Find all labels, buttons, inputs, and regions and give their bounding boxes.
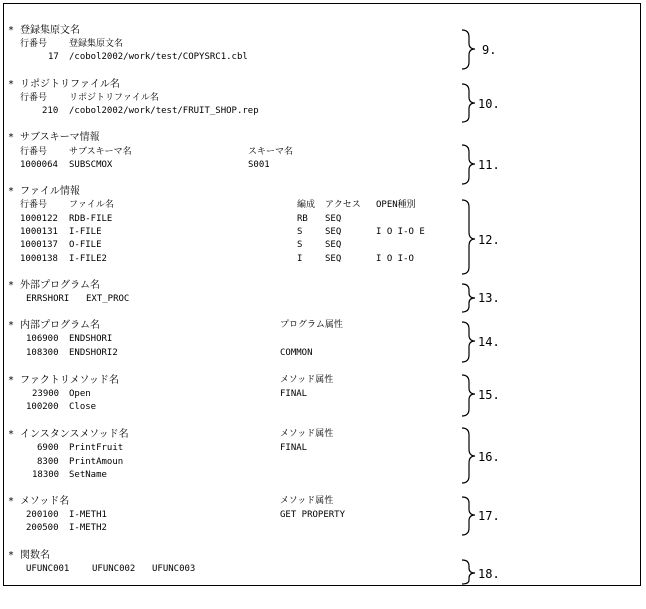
brace-15 xyxy=(462,375,475,416)
row-file-name: I-FILE xyxy=(69,227,102,237)
brace-13 xyxy=(462,284,475,312)
section-title-copy-library: * 登録集原文名 xyxy=(8,25,81,36)
external-program-name: ERRSHORI xyxy=(26,294,70,304)
row-line-number: 1000122 xyxy=(20,214,58,224)
brace-9 xyxy=(462,30,475,69)
row-line-number: 108300 xyxy=(26,348,59,358)
row-line-number: 6900 xyxy=(37,443,59,453)
marker-13: 13. xyxy=(478,291,500,305)
section-title-method: * メソッド名 xyxy=(8,496,70,507)
section-title-repository-file: * リポジトリファイル名 xyxy=(8,79,120,90)
col-header-line-number: 行番号 xyxy=(20,93,48,103)
row-method-name: I-METH2 xyxy=(69,523,107,533)
row-line-number: 210 xyxy=(42,106,59,116)
section-title-instance-method: * インスタンスメソッド名 xyxy=(8,429,129,440)
col-header-line-number: 行番号 xyxy=(20,200,48,210)
row-method-attribute: FINAL xyxy=(280,443,308,453)
row-access: SEQ xyxy=(325,227,342,237)
brace-14 xyxy=(462,322,475,362)
marker-10: 10. xyxy=(478,97,500,111)
section-title-function: * 関数名 xyxy=(8,550,51,561)
brace-10 xyxy=(462,84,475,122)
row-schema-name: S001 xyxy=(248,160,270,170)
section-title-subschema: * サブスキーマ情報 xyxy=(8,132,100,143)
col-header-line-number: 行番号 xyxy=(20,147,48,157)
function-name: UFUNC003 xyxy=(152,564,196,574)
brace-17 xyxy=(462,497,475,535)
row-method-name: I-METH1 xyxy=(69,510,107,520)
row-method-attribute: GET PROPERTY xyxy=(280,510,346,520)
function-name: UFUNC002 xyxy=(92,564,136,574)
row-method-name: PrintAmoun xyxy=(69,457,124,467)
col-header-program-attribute: プログラム属性 xyxy=(280,320,343,330)
col-header-access: アクセス xyxy=(325,200,361,210)
row-line-number: 18300 xyxy=(32,470,60,480)
row-access: SEQ xyxy=(325,254,342,264)
row-file-name: RDB-FILE xyxy=(69,214,113,224)
row-organization: RB xyxy=(297,214,308,224)
col-header-method-attribute: メソッド属性 xyxy=(280,375,334,385)
marker-18: 18. xyxy=(478,567,500,581)
col-header-schema-name: スキーマ名 xyxy=(248,147,294,157)
row-program-name: ENDSHORI2 xyxy=(69,348,118,358)
row-copy-library-path: /cobol2002/work/test/COPYSRC1.cbl xyxy=(69,52,248,62)
row-line-number: 8300 xyxy=(37,457,59,467)
row-open-mode: I O I-O xyxy=(376,254,414,264)
col-header-repository-file-name: リポジトリファイル名 xyxy=(69,93,159,103)
external-program-name: EXT_PROC xyxy=(86,294,130,304)
row-line-number: 17 xyxy=(48,52,59,62)
row-method-name: SetName xyxy=(69,470,107,480)
row-line-number: 200100 xyxy=(26,510,59,520)
row-method-name: Close xyxy=(69,402,97,412)
row-organization: S xyxy=(297,227,303,237)
section-title-internal-program: * 内部プログラム名 xyxy=(8,320,100,331)
col-header-line-number: 行番号 xyxy=(20,39,48,49)
row-line-number: 100200 xyxy=(26,402,59,412)
row-organization: S xyxy=(297,240,303,250)
row-line-number: 23900 xyxy=(32,389,60,399)
row-file-name: O-FILE xyxy=(69,240,102,250)
row-organization: I xyxy=(297,254,303,264)
row-program-name: ENDSHORI xyxy=(69,334,113,344)
row-access: SEQ xyxy=(325,240,342,250)
row-line-number: 1000137 xyxy=(20,240,58,250)
marker-17: 17. xyxy=(478,509,500,523)
row-subschema-name: SUBSCMOX xyxy=(69,160,113,170)
row-line-number: 1000138 xyxy=(20,254,58,264)
marker-9: 9. xyxy=(482,43,497,57)
section-title-file-info: * ファイル情報 xyxy=(8,186,80,197)
row-file-name: I-FILE2 xyxy=(69,254,107,264)
marker-14: 14. xyxy=(478,335,500,349)
row-line-number: 200500 xyxy=(26,523,59,533)
col-header-open-mode: OPEN種別 xyxy=(376,200,416,210)
brace-18 xyxy=(462,560,475,584)
function-name: UFUNC001 xyxy=(26,564,70,574)
marker-15: 15. xyxy=(478,388,500,402)
marker-12: 12. xyxy=(478,233,500,247)
row-repository-file-path: /cobol2002/work/test/FRUIT_SHOP.rep xyxy=(69,106,259,116)
row-line-number: 1000064 xyxy=(20,160,58,170)
col-header-copy-library-name: 登録集原文名 xyxy=(69,39,124,49)
row-line-number: 106900 xyxy=(26,334,59,344)
col-header-method-attribute: メソッド属性 xyxy=(280,429,334,439)
row-method-attribute: FINAL xyxy=(280,389,308,399)
brace-12 xyxy=(462,200,475,274)
row-method-name: PrintFruit xyxy=(69,443,124,453)
section-title-factory-method: * ファクトリメソッド名 xyxy=(8,375,119,386)
marker-11: 11. xyxy=(478,158,500,172)
row-line-number: 1000131 xyxy=(20,227,58,237)
brace-11 xyxy=(462,145,475,184)
row-program-attribute: COMMON xyxy=(280,348,313,358)
marker-16: 16. xyxy=(478,450,500,464)
row-open-mode: I O I-O E xyxy=(376,227,425,237)
section-title-external-program: * 外部プログラム名 xyxy=(8,280,100,291)
col-header-method-attribute: メソッド属性 xyxy=(280,496,334,506)
row-method-name: Open xyxy=(69,389,91,399)
row-access: SEQ xyxy=(325,214,342,224)
col-header-organization: 編成 xyxy=(297,200,316,210)
col-header-file-name: ファイル名 xyxy=(69,200,114,210)
col-header-subschema-name: サブスキーマ名 xyxy=(69,147,132,157)
brace-16 xyxy=(462,428,475,483)
